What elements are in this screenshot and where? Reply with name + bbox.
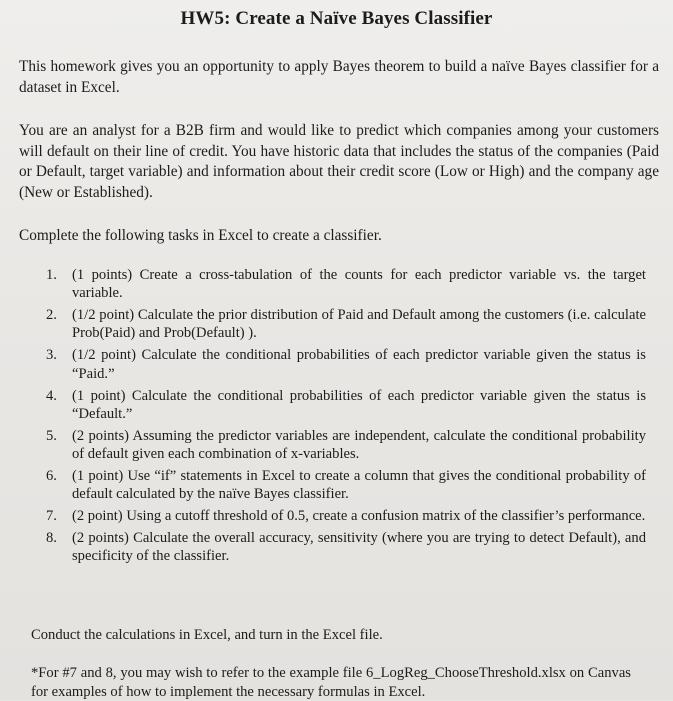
task-text: (2 points) Calculate the overall accuracy, sensitivity (where you are trying to detect Default), and specificity of the classifier. [72,530,646,565]
task-item [46,507,646,525]
task-item [46,387,646,424]
task-item [46,306,646,343]
task-text: (1 points) Create a cross-tabulation of the counts for each predictor variable vs. the target variable. [72,267,646,302]
task-number: 5. [46,427,57,444]
task-item [46,529,646,566]
task-item [46,346,646,383]
task-text: (1 point) Use “if” statements in Excel to create a column that gives the conditional probability of default calculated by the naïve Bayes classifier. [72,467,646,503]
task-item [46,266,646,303]
task-text: (1/2 point) Calculate the prior distribution of Paid and Default among the customers (i.e. calculate Prob(Paid) and Prob(Default) ). [72,307,646,342]
intro-paragraph: This homework gives you an opportunity to apply Bayes theorem to build a naïve Bayes classifier for a dataset in Excel. [19,58,659,96]
task-text: (1/2 point) Calculate the conditional probabilities of each predictor variable given the status is “Paid.” [72,347,646,382]
footnote-paragraph: *For #7 and 8, you may wish to refer to the example file 6_LogReg_ChooseThreshold.xlsx on Canvas for examples of how to implement the necessary formulas in Excel. [31,665,631,700]
page-title: HW5: Create a Naïve Bayes Classifier [180,8,493,29]
instructions-paragraph: Complete the following tasks in Excel to create a classifier. [19,227,382,244]
task-number: 6. [46,467,57,484]
task-number: 2. [46,307,57,324]
task-number: 4. [46,387,57,404]
task-number: 7. [46,508,57,525]
task-text: (2 points) Assuming the predictor variables are independent, calculate the conditional probability of default given each combination of x-variables. [72,427,646,463]
task-item [46,467,646,504]
task-list [46,266,646,569]
task-number: 3. [46,347,57,364]
task-number: 8. [46,530,57,547]
task-number: 1. [46,267,57,283]
task-text: (2 point) Using a cutoff threshold of 0.5, create a confusion matrix of the classifier’s performance. [72,508,646,525]
task-text: (1 point) Calculate the conditional probabilities of each predictor variable given the status is “Default.” [72,387,646,422]
task-item [46,427,646,464]
scenario-paragraph: You are an analyst for a B2B firm and would like to predict which companies among your customers will default on their line of credit. You have historic data that includes the status of the companies (Paid or Default, target variable) and information about their credit score (Low or High) and the company age (New or Established). [19,122,659,201]
conduct-paragraph: Conduct the calculations in Excel, and turn in the Excel file. [31,627,383,643]
